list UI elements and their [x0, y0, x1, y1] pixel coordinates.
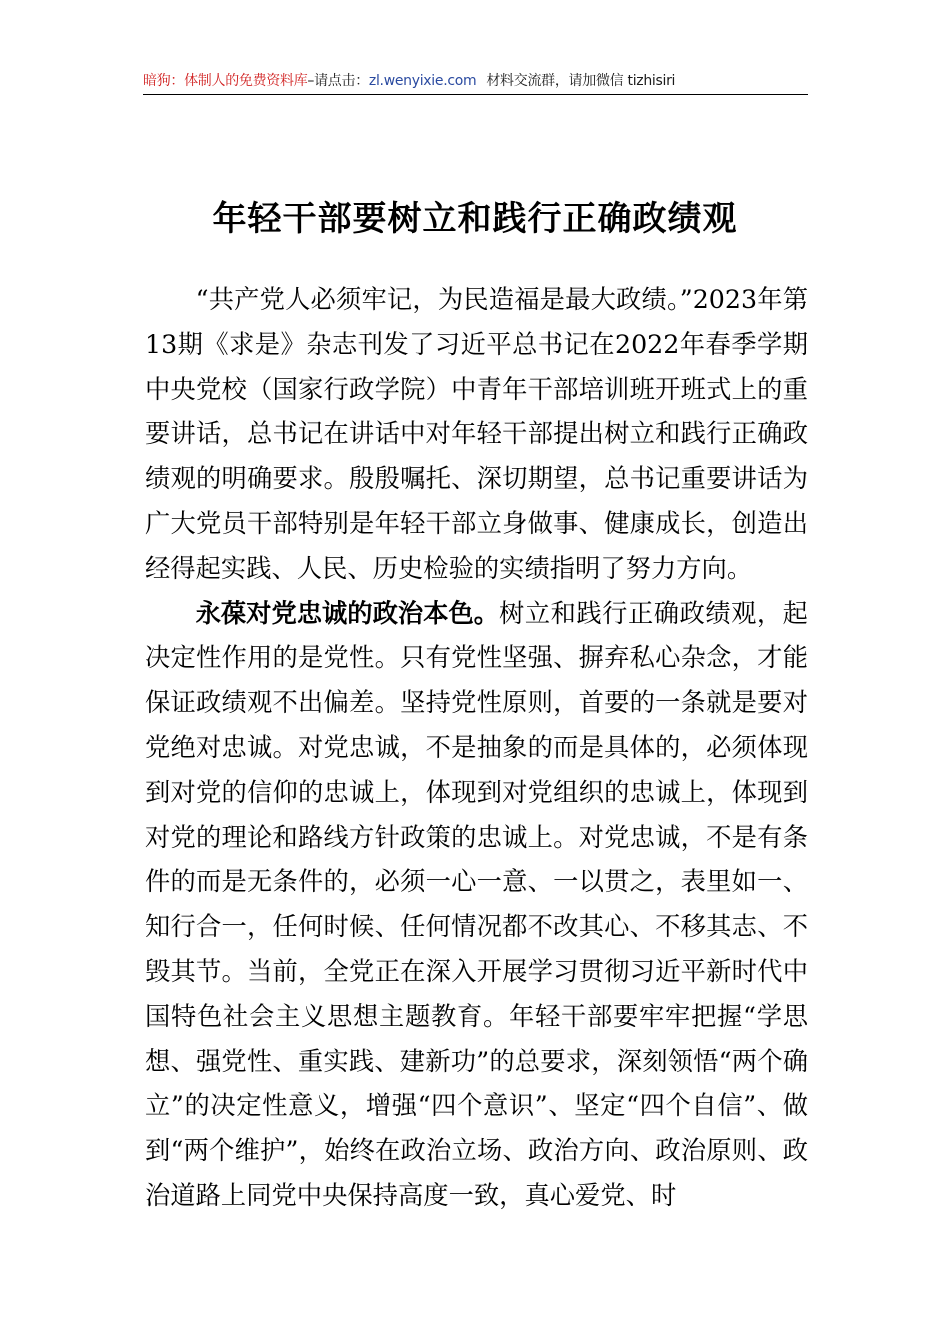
header-brand-text: 暗狗：体制人的免费资料库	[143, 73, 308, 89]
paragraph-loyalty-body: 树立和践行正确政绩观，起决定性作用的是党性。只有党性坚强、摒弃私心杂念，才能保证政绩观不出偏差。坚持党性原则，首要的一条就是要对党绝对忠诚。对党忠诚，不是抽象的而是具体的，必须体现到对党的信仰的忠诚上，体现到对党组织的忠诚上，体现到对党的理论和路线方针政策的忠诚上。对党忠诚，不是有条件的而是无条件的，必须一心一意、一以贯之，表里如一、知行合一，任何时候、任何情况都不改其心、不移其志、不毁其节。当前，全党正在深入开展学习贯彻习近平新时代中国特色社会主义思想主题教育。年轻干部要牢牢把握“学思想、强党性、重实践、建新功”的总要求，深刻领悟“两个确立”的决定性意义，增强“四个意识”、坚定“四个自信”、做到“两个维护”，始终在政治立场、政治方向、政治原则、政治道路上同党中央保持高度一致，真心爱党、时	[145, 598, 808, 1210]
paragraph-loyalty	[145, 592, 808, 1219]
document-title: 年轻干部要树立和践行正确政绩观	[212, 198, 738, 239]
header-wechat-text: 材料交流群，请加微信 tizhisiri	[486, 73, 676, 89]
paragraph-loyalty-heading: 永葆对党忠诚的政治本色。	[195, 598, 500, 628]
header-website-link[interactable]: zl.wenyixie.com	[368, 73, 477, 89]
page-header-banner	[143, 68, 808, 95]
paragraph-intro: “共产党人必须牢记，为民造福是最大政绩。”2023年第13期《求是》杂志刊发了习近平总书记在2022年春季学期中央党校（国家行政学院）中青年干部培训班开班式上的重要讲话，总书记在讲话中对年轻干部提出树立和践行正确政绩观的明确要求。殷殷嘱托、深切期望，总书记重要讲话为广大党员干部特别是年轻干部立身做事、健康成长，创造出经得起实践、人民、历史检验的实绩指明了努力方向。	[145, 285, 808, 583]
header-prompt-text: –请点击：	[307, 73, 369, 89]
document-body	[145, 278, 808, 1219]
